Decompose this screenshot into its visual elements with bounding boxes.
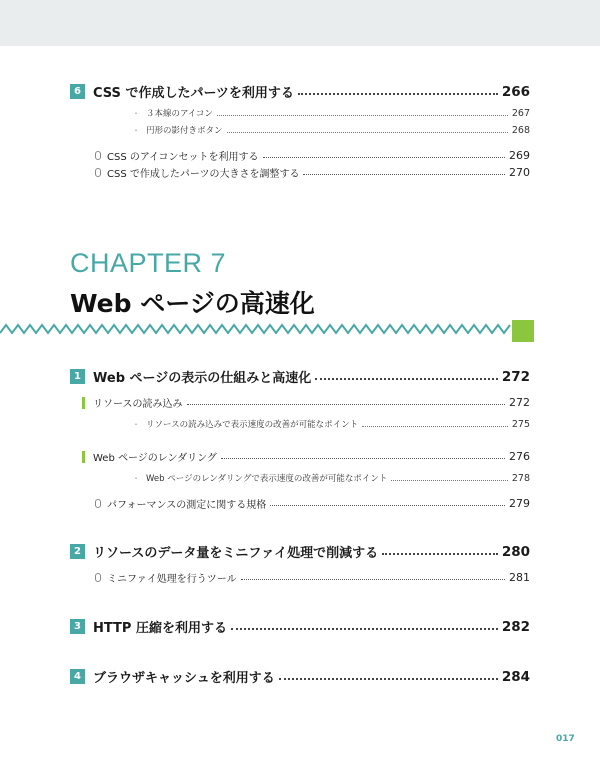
bullet-icon: ・ [132,108,140,118]
toc-column[interactable] [95,165,530,180]
leader-dots [391,480,508,481]
toc-column[interactable] [95,148,530,163]
leader-dots [227,132,508,133]
section-title: CSS で作成したパーツを利用する [93,86,294,101]
bullet-icon: ・ [132,419,140,429]
item-title: ３本線のアイコン [146,109,213,119]
section-title: Web ページの表示の仕組みと高速化 [93,371,312,386]
leader-dots [270,505,505,506]
top-header-band [0,0,600,46]
page-ref: 278 [511,472,530,484]
toc-column[interactable] [95,496,530,511]
section-title: ブラウザキャッシュを利用する [93,671,275,686]
chapter-title: Web ページの高速化 [70,289,315,318]
page-ref: 280 [501,543,530,560]
column-title: CSS で作成したパーツの大きさを調整する [107,169,300,180]
toc-item[interactable] [132,124,530,136]
toc-section-1[interactable] [70,367,530,386]
chapter-label: CHAPTER 7 [70,248,227,278]
paperclip-icon [95,168,101,177]
toc-item[interactable] [132,107,530,119]
page-ref: 267 [511,107,530,119]
leader-dots [217,115,508,116]
paperclip-icon [95,151,101,160]
column-title: ミニファイ処理を行うツール [107,574,237,585]
section-number-badge: 6 [70,84,85,99]
toc-section-4[interactable] [70,667,530,686]
toc-section-3[interactable] [70,617,530,636]
page-ref: 268 [511,124,530,136]
page-ref: 266 [501,83,530,100]
toc-section-2[interactable] [70,542,530,561]
toc-section-6[interactable] [70,82,530,101]
leader-dots [315,378,498,380]
zigzag-divider [0,322,600,336]
section-number-badge: 3 [70,619,85,634]
bullet-icon: ・ [132,473,140,483]
toc-subsection[interactable] [82,395,530,410]
item-title: リソースの読み込みで表示速度の改善が可能なポイント [146,420,359,430]
toc-item[interactable] [132,418,530,430]
page-ref: 279 [509,497,530,510]
toc-subsection[interactable] [82,449,530,464]
paperclip-icon [95,573,101,582]
column-title: パフォーマンスの測定に関する規格 [107,500,267,511]
paperclip-icon [95,499,101,508]
leader-dots [231,628,498,630]
subsection-title: リソースの読み込み [93,399,183,410]
section-title: HTTP 圧縮を利用する [93,621,227,636]
page-ref: 284 [501,668,530,685]
section-number-badge: 1 [70,369,85,384]
page-ref: 281 [509,571,530,584]
page-number: 017 [556,734,575,744]
item-title: Web ページのレンダリングで表示速度の改善が可能なポイント [146,474,388,484]
toc-column[interactable] [95,570,530,585]
leader-dots [241,579,505,580]
page-ref: 272 [501,368,530,385]
leader-dots [263,157,505,158]
bullet-icon: ・ [132,125,140,135]
leader-dots [362,426,508,427]
chapter-accent-square [512,320,534,342]
page-ref: 275 [511,418,530,430]
page-ref: 269 [509,149,530,162]
page-ref: 282 [501,618,530,635]
leader-dots [303,174,505,175]
section-number-badge: 2 [70,544,85,559]
page-ref: 272 [509,396,530,409]
item-title: 円形の影付きボタン [146,126,223,136]
page-ref: 276 [509,450,530,463]
page-ref: 270 [509,166,530,179]
leader-dots [187,404,506,405]
toc-item[interactable] [132,472,530,484]
leader-dots [382,553,498,555]
leader-dots [221,458,505,459]
subsection-title: Web ページのレンダリング [93,453,217,464]
leader-dots [298,93,498,95]
leader-dots [279,678,498,680]
section-number-badge: 4 [70,669,85,684]
section-title: リソースのデータ量をミニファイ処理で削減する [93,546,379,561]
green-bar-marker [82,451,85,463]
column-title: CSS のアイコンセットを利用する [107,152,259,163]
green-bar-marker [82,397,85,409]
